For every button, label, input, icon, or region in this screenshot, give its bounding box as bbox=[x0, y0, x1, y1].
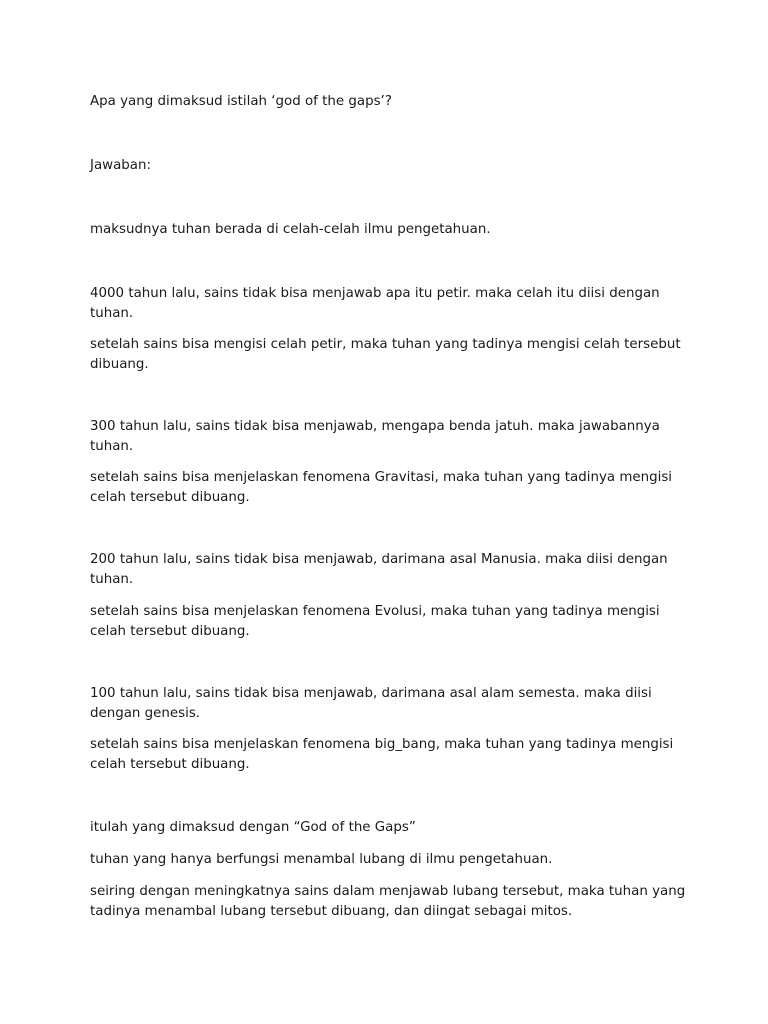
paragraph: maksudnya tuhan berada di celah-celah ilmu pengetahuan. bbox=[90, 222, 491, 237]
paragraph: 300 tahun lalu, sains tidak bisa menjawab, mengapa benda jatuh. maka jawabannya tuhan. bbox=[90, 419, 660, 454]
paragraph: setelah sains bisa menjelaskan fenomena Gravitasi, maka tuhan yang tadinya mengisi celah tersebut dibuang. bbox=[90, 470, 673, 505]
paragraph: setelah sains bisa menjelaskan fenomena Evolusi, maka tuhan yang tadinya mengisi celah tersebut dibuang. bbox=[90, 604, 660, 639]
paragraph: seiring dengan meningkatnya sains dalam menjawab lubang tersebut, maka tuhan yang tadinya menambal lubang tersebut dibuang, dan diingat sebagai mitos. bbox=[90, 884, 686, 919]
paragraph: 100 tahun lalu, sains tidak bisa menjawab, darimana asal alam semesta. maka diisi dengan genesis. bbox=[90, 686, 652, 721]
question-heading: Apa yang dimaksud istilah ‘god of the gaps’? bbox=[90, 94, 392, 109]
answer-label: Jawaban: bbox=[90, 158, 152, 173]
paragraph: setelah sains bisa menjelaskan fenomena big_bang, maka tuhan yang tadinya mengisi celah tersebut dibuang. bbox=[90, 737, 674, 772]
paragraph: itulah yang dimaksud dengan “God of the Gaps” bbox=[90, 820, 416, 835]
paragraph: 4000 tahun lalu, sains tidak bisa menjawab apa itu petir. maka celah itu diisi dengan tuhan. bbox=[90, 286, 660, 321]
paragraph: 200 tahun lalu, sains tidak bisa menjawab, darimana asal Manusia. maka diisi dengan tuhan. bbox=[90, 552, 668, 587]
paragraph: setelah sains bisa mengisi celah petir, maka tuhan yang tadinya mengisi celah tersebut dibuang. bbox=[90, 337, 681, 372]
paragraph: tuhan yang hanya berfungsi menambal lubang di ilmu pengetahuan. bbox=[90, 852, 553, 867]
